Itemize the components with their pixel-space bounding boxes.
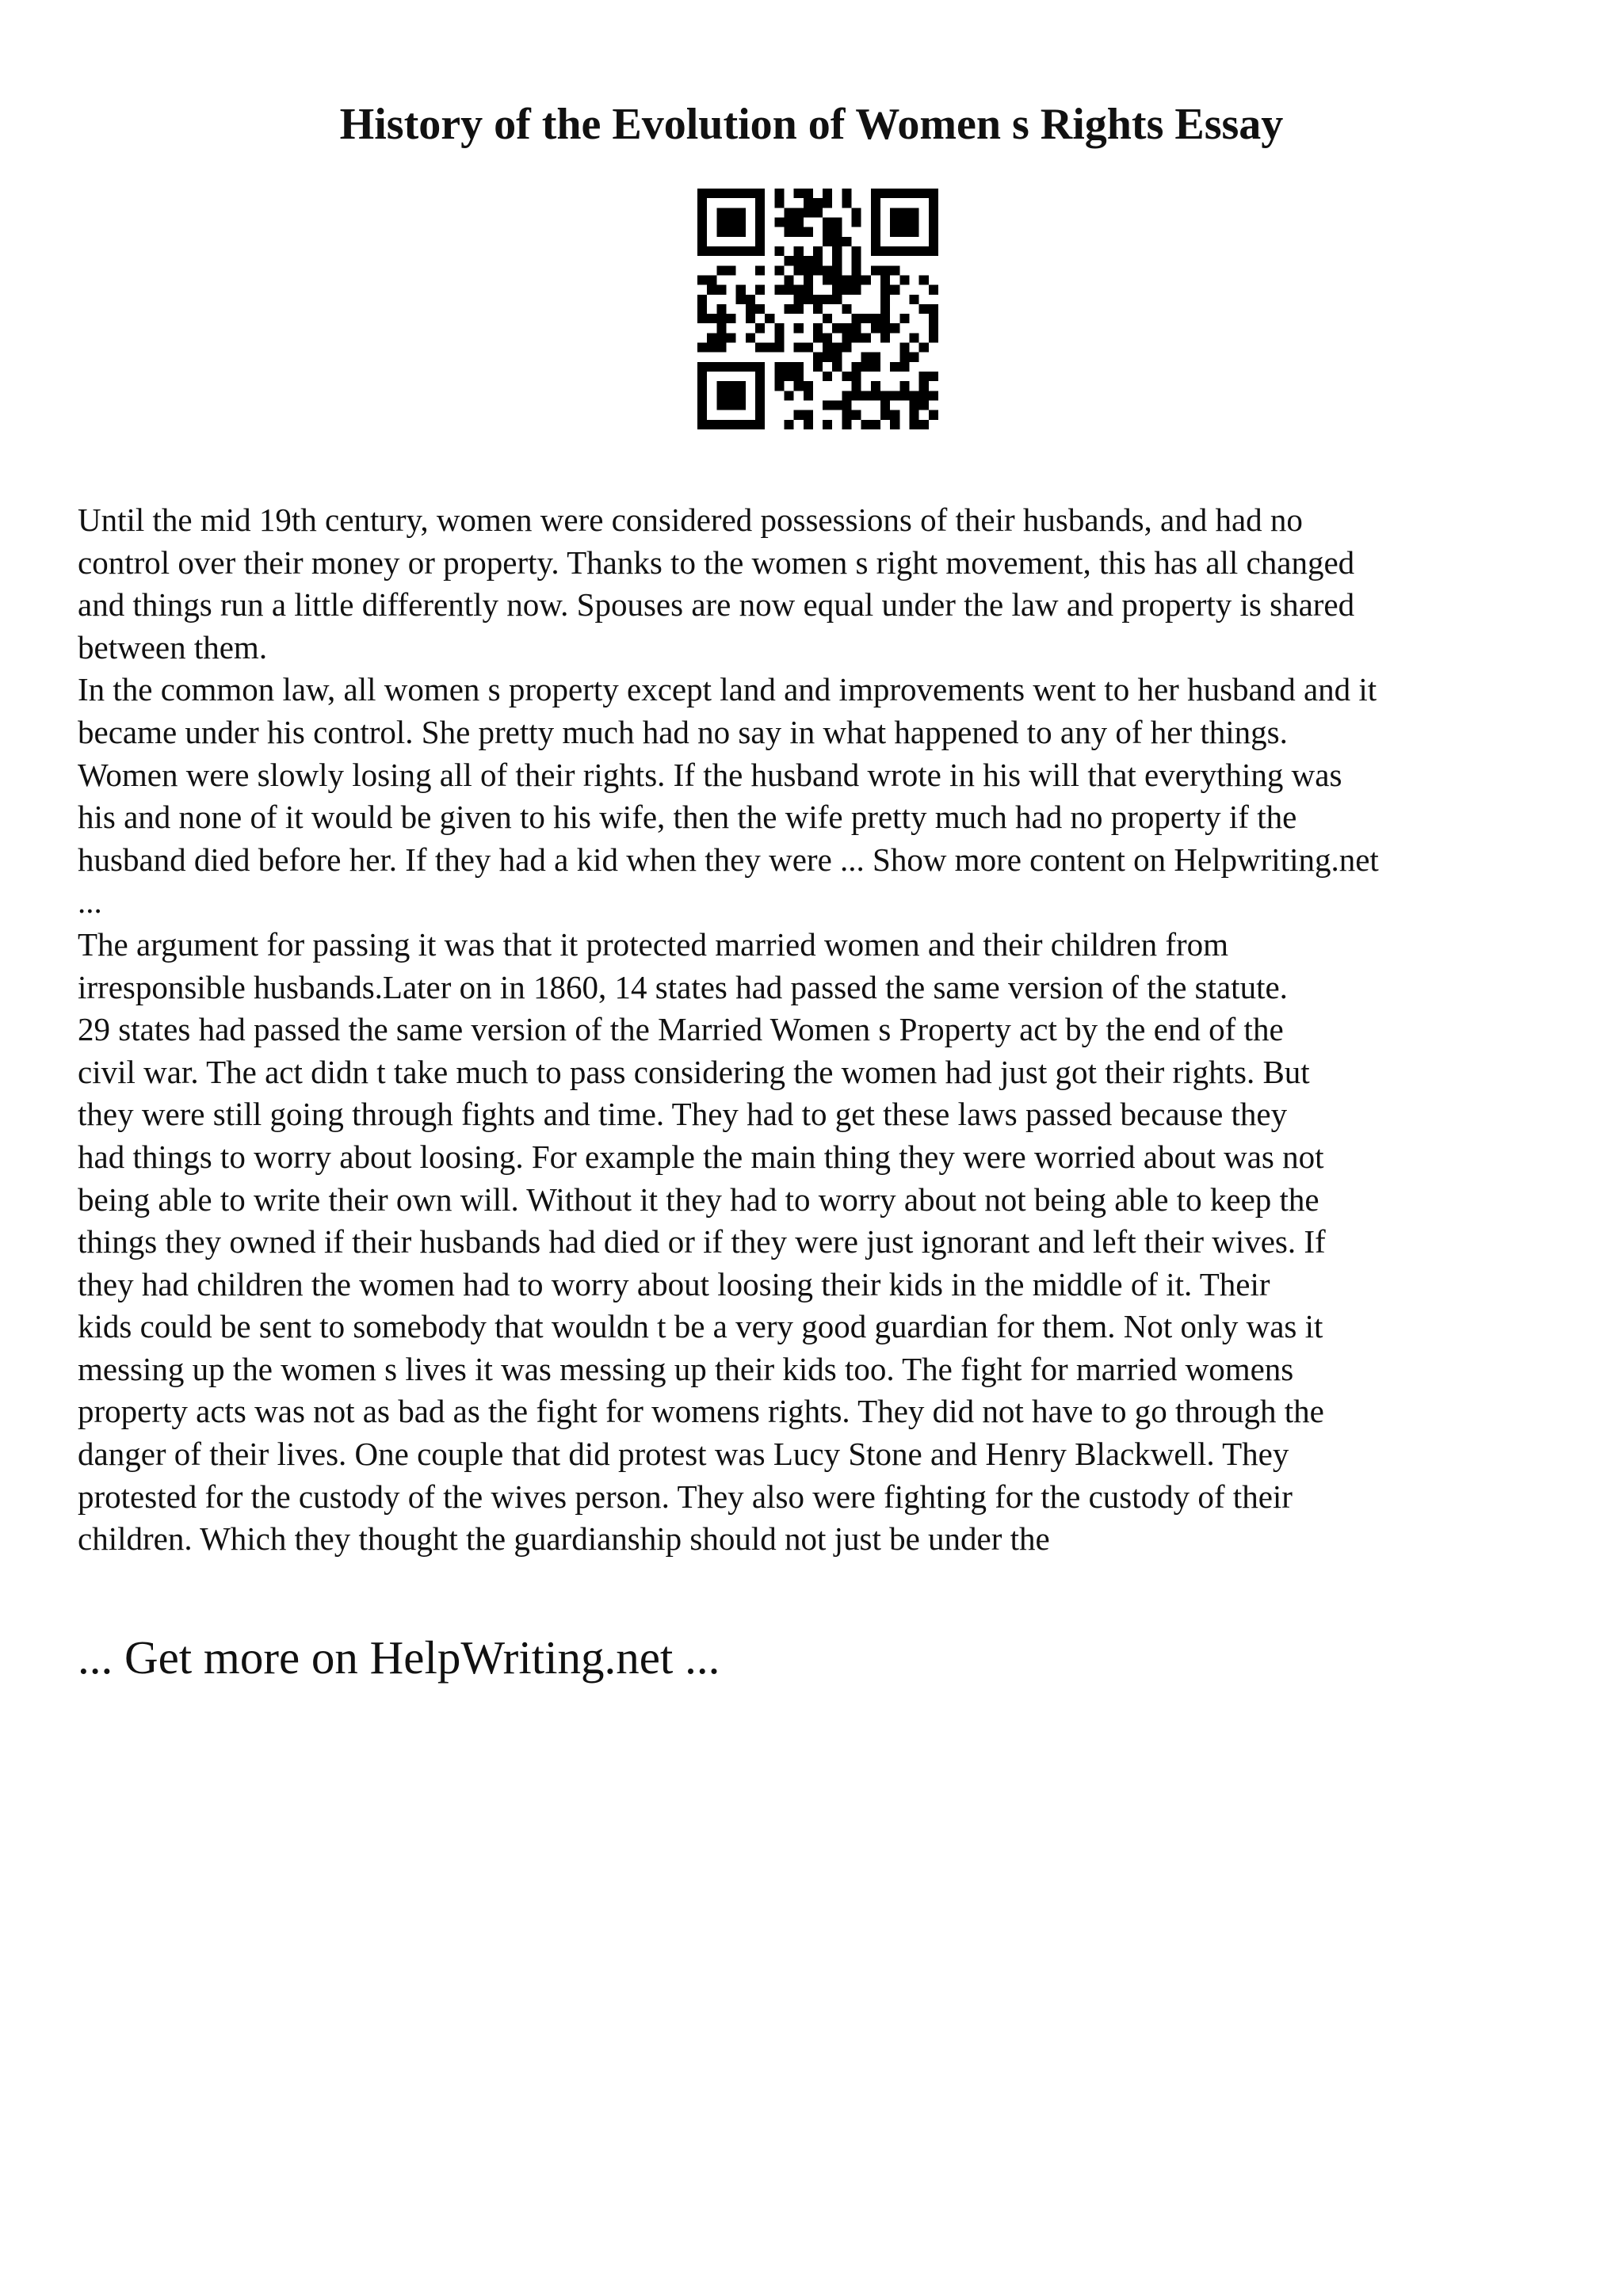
- essay-line: control over their money or property. Thanks to the women s right movement, this has all changed: [78, 543, 1355, 581]
- essay-line: Until the mid 19th century, women were considered possessions of their husbands, and had no: [78, 502, 1303, 538]
- essay-line: became under his control. She pretty much had no say in what happened to any of her things.: [78, 713, 1288, 750]
- essay-line: and things run a little differently now. Spouses are now equal under the law and property is shared: [78, 586, 1355, 624]
- essay-line: civil war. The act didn t take much to pass considering the women had just got their rights. But: [78, 1053, 1310, 1090]
- essay-line: In the common law, all women s property except land and improvements went to her husband and it: [78, 671, 1377, 708]
- qr-code-icon: [697, 189, 938, 429]
- essay-line: his and none of it would be given to his wife, then the wife pretty much had no property if the: [78, 799, 1297, 836]
- essay-line: 29 states had passed the same version of the Married Women s Property act by the end of the: [78, 1011, 1284, 1048]
- page-title: History of the Evolution of Women s Rights Essay: [339, 100, 1284, 149]
- essay-line: they were still going through fights and time. They had to get these laws passed because they: [78, 1096, 1288, 1133]
- essay-line: had things to worry about loosing. For example the main thing they were worried about was not: [78, 1138, 1324, 1175]
- essay-line: ...: [78, 883, 102, 921]
- essay-line: protested for the custody of the wives person. They also were fighting for the custody of their: [78, 1478, 1293, 1515]
- essay-line: being able to write their own will. Without it they had to worry about not being able to keep the: [78, 1180, 1319, 1218]
- essay-line: children. Which they thought the guardianship should not just be under the: [78, 1520, 1050, 1558]
- essay-body: [78, 499, 1568, 1561]
- essay-line: they had children the women had to worry about loosing their kids in the middle of it. Their: [78, 1265, 1270, 1302]
- essay-line: irresponsible husbands.Later on in 1860, 14 states had passed the same version of the statute.: [78, 968, 1288, 1005]
- get-more-link[interactable]: ... Get more on HelpWriting.net ...: [78, 1631, 720, 1684]
- essay-line: The argument for passing it was that it protected married women and their children from: [78, 925, 1229, 963]
- essay-line: danger of their lives. One couple that did protest was Lucy Stone and Henry Blackwell. They: [78, 1436, 1289, 1473]
- essay-line: Women were slowly losing all of their rights. If the husband wrote in his will that everything was: [78, 756, 1342, 793]
- essay-line: between them.: [78, 628, 268, 666]
- essay-line: kids could be sent to somebody that wouldn t be a very good guardian for them. Not only was it: [78, 1308, 1323, 1345]
- essay-line: messing up the women s lives it was messing up their kids too. The fight for married womens: [78, 1350, 1294, 1387]
- essay-line: husband died before her. If they had a kid when they were ... Show more content on Helpwriting.net: [78, 841, 1379, 878]
- essay-line: property acts was not as bad as the fight for womens rights. They did not have to go through the: [78, 1393, 1324, 1430]
- essay-line: things they owned if their husbands had died or if they were just ignorant and left their wives. If: [78, 1223, 1326, 1261]
